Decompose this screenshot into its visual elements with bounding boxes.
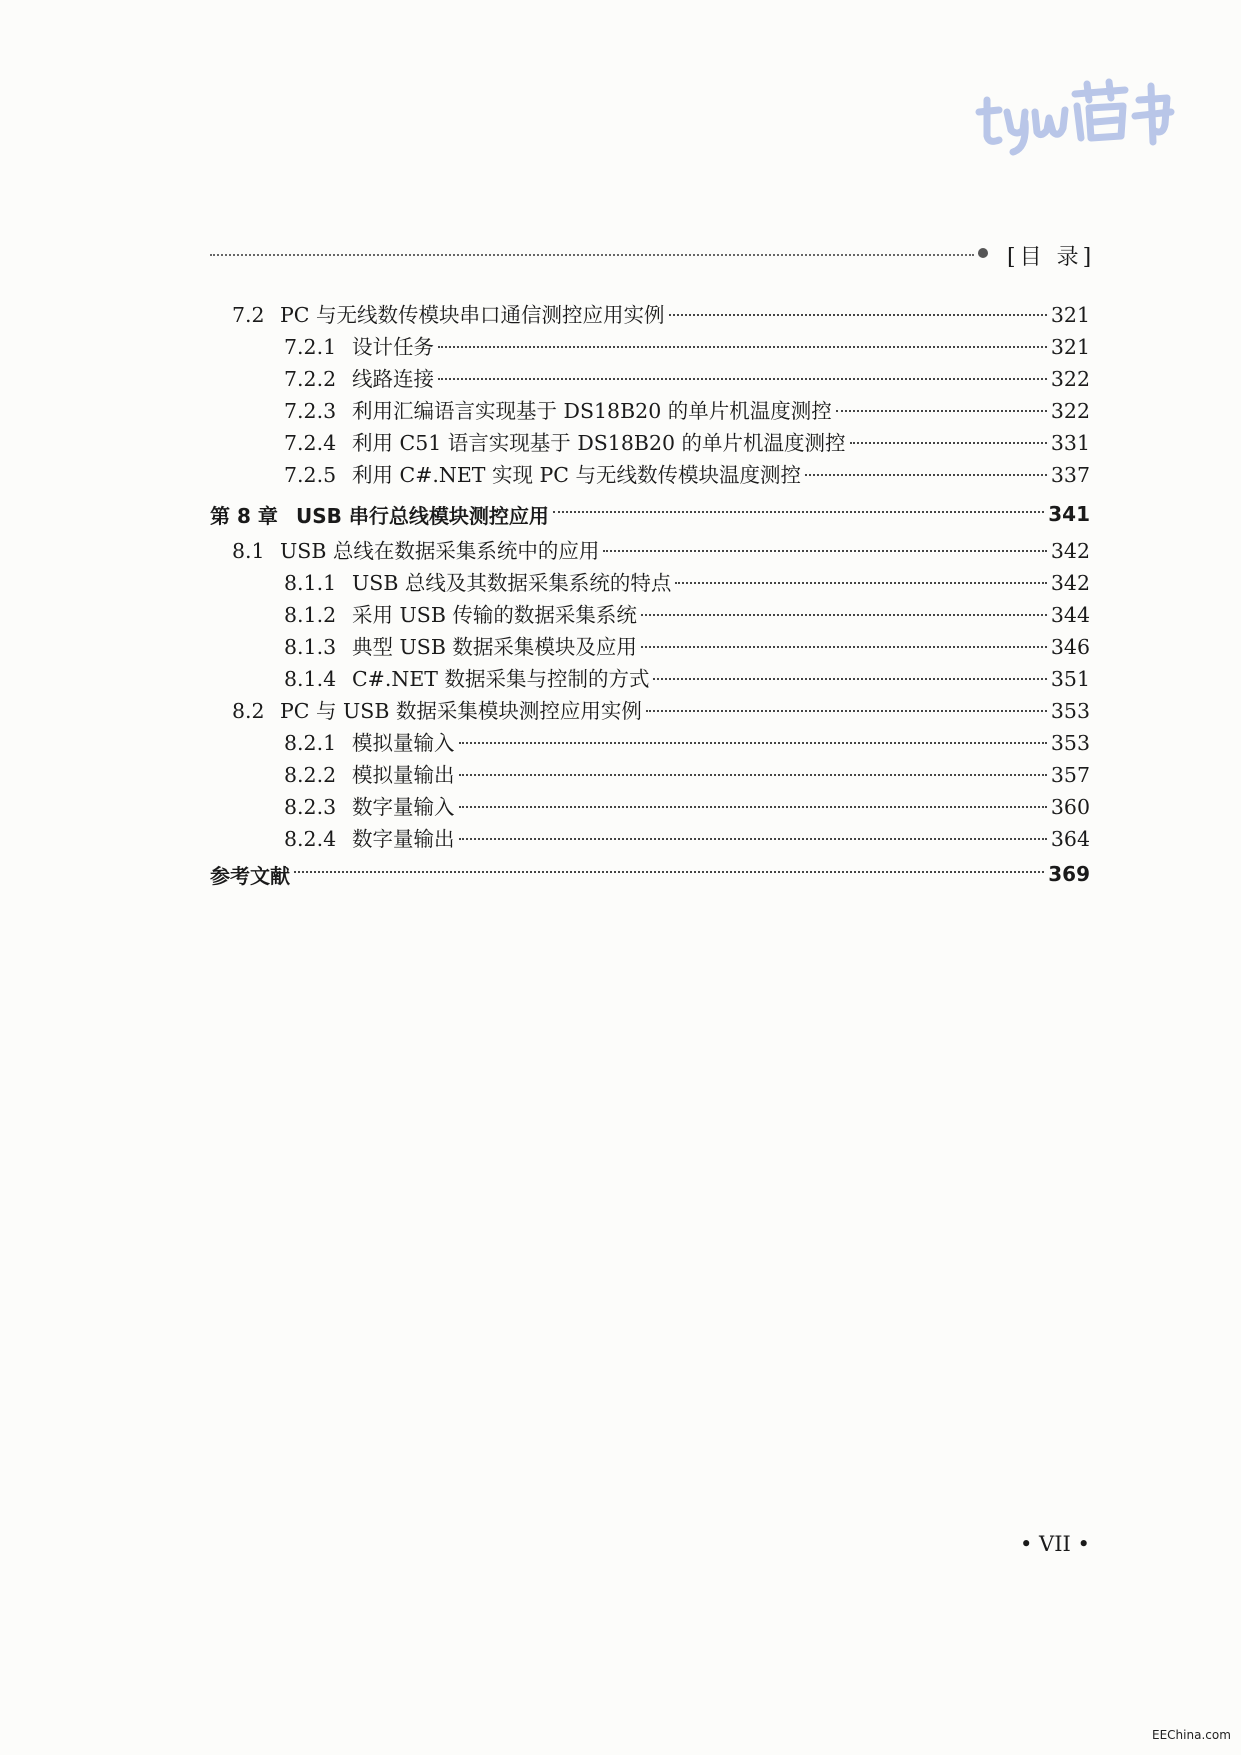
- toc-entry-page: 357: [1050, 763, 1090, 787]
- toc-dot-leader: [641, 646, 1047, 648]
- toc-dot-leader: [646, 710, 1047, 712]
- toc-entry-title: 设计任务: [352, 335, 434, 359]
- toc-entry-number: 7.2.4: [284, 431, 337, 455]
- toc-dot-leader: [653, 678, 1046, 680]
- toc-entry-number: 8.2.4: [284, 827, 337, 851]
- toc-entry-title: 参考文献: [210, 863, 290, 888]
- toc-entry-number: 7.2: [232, 303, 265, 327]
- toc-entry-number: 第 8 章: [210, 503, 278, 528]
- toc-entry-number: 8.2: [232, 699, 265, 723]
- toc-entry-title: USB 总线及其数据采集系统的特点: [352, 571, 672, 595]
- toc-entry-title: C#.NET 数据采集与控制的方式: [352, 667, 650, 691]
- toc-entry-page: 321: [1050, 303, 1090, 327]
- toc-chapter-entry[interactable]: [210, 494, 1090, 534]
- toc-entry-page: 341: [1048, 502, 1090, 526]
- toc-entry-number: 8.1.2: [284, 603, 337, 627]
- toc-dot-leader: [836, 410, 1047, 412]
- toc-entry-number: 7.2.2: [284, 367, 337, 391]
- toc-entry-number: 7.2.5: [284, 463, 337, 487]
- toc-entry-title: 线路连接: [352, 367, 434, 391]
- toc-entry-page: 353: [1050, 731, 1090, 755]
- toc-entry-title: PC 与 USB 数据采集模块测控应用实例: [280, 699, 642, 723]
- toc-entry-title: 数字量输出: [352, 827, 455, 851]
- toc-entry[interactable]: [210, 598, 1090, 630]
- toc-entry-page: 322: [1050, 399, 1090, 423]
- toc-dot-leader: [675, 582, 1046, 584]
- toc-entry[interactable]: [210, 662, 1090, 694]
- toc-entry[interactable]: [210, 330, 1090, 362]
- toc-entry[interactable]: [210, 534, 1090, 566]
- toc-entry-page: 321: [1050, 335, 1090, 359]
- toc-entry-page: 364: [1050, 827, 1090, 851]
- toc-entry[interactable]: [210, 426, 1090, 458]
- toc-entry-page: 331: [1050, 431, 1090, 455]
- toc-entry-number: 8.2.1: [284, 731, 337, 755]
- toc-entry-title: 采用 USB 传输的数据采集系统: [352, 603, 637, 627]
- toc-entry-title: 利用 C#.NET 实现 PC 与无线数传模块温度测控: [352, 463, 801, 487]
- toc-entry-title: 典型 USB 数据采集模块及应用: [352, 635, 637, 659]
- toc-entry[interactable]: [210, 566, 1090, 598]
- toc-entry[interactable]: [210, 726, 1090, 758]
- toc-references-entry[interactable]: [210, 854, 1090, 894]
- toc-entry[interactable]: [210, 694, 1090, 726]
- toc-entry[interactable]: [210, 298, 1090, 330]
- toc-entry-title: 模拟量输出: [352, 763, 455, 787]
- toc-entry-number: 8.1.4: [284, 667, 337, 691]
- toc-entry-title: 利用 C51 语言实现基于 DS18B20 的单片机温度测控: [352, 431, 846, 455]
- toc-dot-leader: [669, 314, 1047, 316]
- toc-entry-title: USB 串行总线模块测控应用: [296, 503, 549, 528]
- toc-entry-number: 8.1: [232, 539, 265, 563]
- toc-entry-title: 数字量输入: [352, 795, 455, 819]
- toc-entry[interactable]: [210, 458, 1090, 490]
- header-dotted-rule: [210, 254, 974, 256]
- toc-entry-title: 利用汇编语言实现基于 DS18B20 的单片机温度测控: [352, 399, 832, 423]
- toc-entry-page: 337: [1050, 463, 1090, 487]
- toc-entry[interactable]: [210, 790, 1090, 822]
- toc-entry[interactable]: [210, 394, 1090, 426]
- toc-entry-page: 360: [1050, 795, 1090, 819]
- toc-dot-leader: [459, 838, 1047, 840]
- source-mark: EEChina.com: [1152, 1728, 1231, 1742]
- toc-dot-leader: [438, 378, 1047, 380]
- toc-entry[interactable]: [210, 822, 1090, 854]
- toc-entry-number: 8.2.2: [284, 763, 337, 787]
- toc-entry-number: 8.1.1: [284, 571, 337, 595]
- toc-entry[interactable]: [210, 362, 1090, 394]
- toc-entry[interactable]: [210, 758, 1090, 790]
- toc-entry-page: 353: [1050, 699, 1090, 723]
- toc-entry-title: 模拟量输入: [352, 731, 455, 755]
- toc-dot-leader: [850, 442, 1047, 444]
- toc-entry-page: 344: [1050, 603, 1090, 627]
- toc-dot-leader: [459, 742, 1047, 744]
- toc-dot-leader: [805, 474, 1047, 476]
- toc-dot-leader: [641, 614, 1047, 616]
- toc-entry-page: 346: [1050, 635, 1090, 659]
- toc-entry-page: 369: [1048, 862, 1090, 886]
- toc-entry-page: 342: [1050, 539, 1090, 563]
- toc-entry-page: 342: [1050, 571, 1090, 595]
- toc-dot-leader: [553, 511, 1044, 513]
- toc-entry-page: 351: [1050, 667, 1090, 691]
- header-label: [目 录]: [1007, 245, 1096, 270]
- toc-entry-title: USB 总线在数据采集系统中的应用: [280, 539, 600, 563]
- toc-entry-number: 8.2.3: [284, 795, 337, 819]
- toc-entry-page: 322: [1050, 367, 1090, 391]
- toc-entry-title: PC 与无线数传模块串口通信测控应用实例: [280, 303, 665, 327]
- page-number: • VII •: [1020, 1532, 1090, 1556]
- toc-dot-leader: [459, 774, 1047, 776]
- toc-entry-number: 7.2.3: [284, 399, 337, 423]
- toc-dot-leader: [459, 806, 1047, 808]
- header-bullet-icon: [978, 248, 988, 258]
- running-header: [210, 240, 1096, 270]
- toc-entry-number: 8.1.3: [284, 635, 337, 659]
- toc-dot-leader: [438, 346, 1047, 348]
- watermark-logo: [975, 78, 1175, 158]
- toc-dot-leader: [603, 550, 1046, 552]
- table-of-contents: [210, 298, 1090, 894]
- toc-entry-number: 7.2.1: [284, 335, 337, 359]
- toc-dot-leader: [294, 871, 1044, 873]
- toc-entry[interactable]: [210, 630, 1090, 662]
